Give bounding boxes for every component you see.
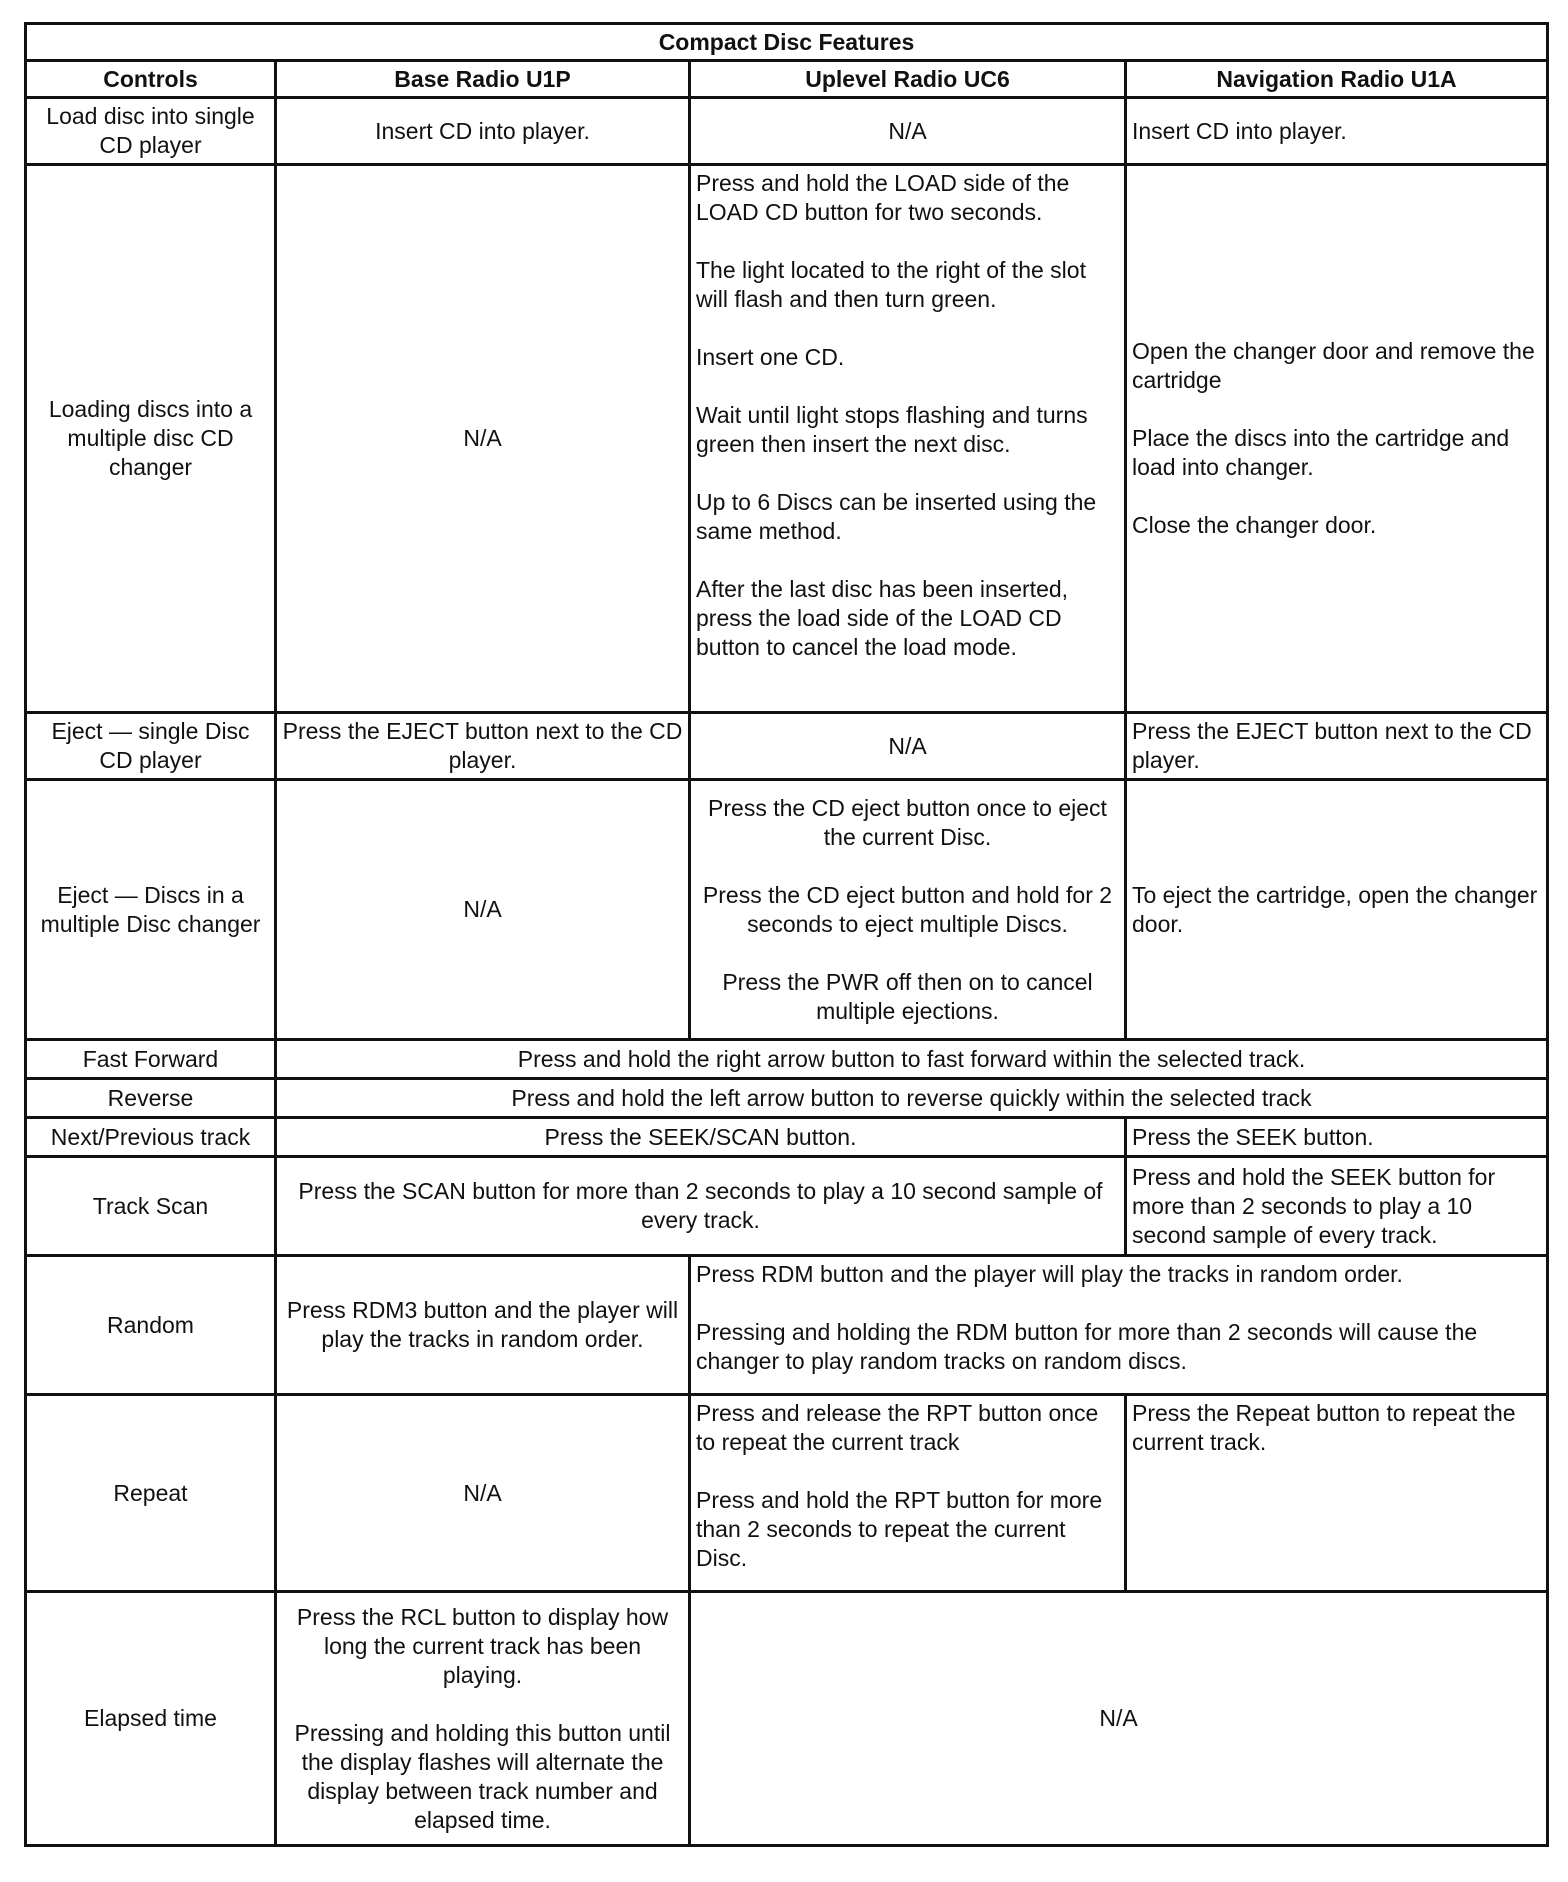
instruction-text: Up to 6 Discs can be inserted using the same method. [696, 489, 1097, 544]
instruction-text: The light located to the right of the slot will flash and then turn green. [696, 257, 1086, 312]
base-uplevel-cell: Press the SCAN button for more than 2 seconds to play a 10 second sample of every track. [276, 1157, 1126, 1256]
control-label: Eject — single Disc CD player [26, 713, 276, 780]
instruction-text: Press and hold the RPT button for more than 2 seconds to repeat the current Disc. [696, 1487, 1103, 1571]
compact-disc-features-document [24, 22, 1549, 1847]
control-label: Load disc into single CD player [26, 98, 276, 165]
control-label: Repeat [26, 1395, 276, 1592]
table-row [26, 98, 1548, 165]
base-cell: Insert CD into player. [276, 98, 690, 165]
instruction-text: Insert one CD. [696, 344, 845, 370]
control-label: Random [26, 1256, 276, 1395]
nav-cell: Press and hold the SEEK button for more than 2 seconds to play a 10 second sample of every track. [1126, 1157, 1548, 1256]
header-uplevel-radio: Uplevel Radio UC6 [690, 61, 1126, 98]
all-radios-cell: Press and hold the right arrow button to fast forward within the selected track. [276, 1040, 1548, 1079]
uplevel-nav-cell [690, 1256, 1548, 1395]
header-base-radio: Base Radio U1P [276, 61, 690, 98]
uplevel-cell: N/A [690, 713, 1126, 780]
uplevel-cell [690, 780, 1126, 1040]
instruction-text: Press and release the RPT button once to repeat the current track [696, 1400, 1099, 1455]
base-cell: N/A [276, 1395, 690, 1592]
table-row [26, 1040, 1548, 1079]
control-label: Track Scan [26, 1157, 276, 1256]
control-label: Next/Previous track [26, 1118, 276, 1157]
table-row [26, 1157, 1548, 1256]
instruction-text: Pressing and holding the RDM button for more than 2 seconds will cause the changer to play random tracks on random discs. [696, 1319, 1478, 1374]
control-label: Reverse [26, 1079, 276, 1118]
table-row [26, 1256, 1548, 1395]
table-row [26, 1118, 1548, 1157]
base-cell: Press RDM3 button and the player will play the tracks in random order. [276, 1256, 690, 1395]
control-label: Eject — Discs in a multiple Disc changer [26, 780, 276, 1040]
nav-cell: Press the SEEK button. [1126, 1118, 1548, 1157]
nav-cell: To eject the cartridge, open the changer door. [1126, 780, 1548, 1040]
nav-cell: Press the EJECT button next to the CD player. [1126, 713, 1548, 780]
table-row [26, 1395, 1548, 1592]
base-cell: Press the EJECT button next to the CD player. [276, 713, 690, 780]
nav-cell: Insert CD into player. [1126, 98, 1548, 165]
features-table [24, 22, 1549, 1847]
instruction-text: Place the discs into the cartridge and load into changer. [1132, 425, 1510, 480]
table-row [26, 1079, 1548, 1118]
table-row [26, 1592, 1548, 1846]
table-row [26, 165, 1548, 713]
instruction-text: Close the changer door. [1132, 512, 1377, 538]
base-cell [276, 1592, 690, 1846]
instruction-text: Wait until light stops flashing and turns green then insert the next disc. [696, 402, 1088, 457]
base-cell: N/A [276, 780, 690, 1040]
instruction-text: Press the CD eject button once to eject the current Disc. [708, 794, 1107, 850]
control-label: Fast Forward [26, 1040, 276, 1079]
instruction-text: Press the PWR off then on to cancel multiple ejections. [722, 968, 1093, 1024]
uplevel-cell [690, 165, 1126, 713]
header-navigation-radio: Navigation Radio U1A [1126, 61, 1548, 98]
uplevel-cell [690, 1395, 1126, 1592]
header-controls: Controls [26, 61, 276, 98]
instruction-text: Press and hold the LOAD side of the LOAD CD button for two seconds. [696, 170, 1070, 225]
instruction-text: Press the CD eject button and hold for 2 seconds to eject multiple Discs. [702, 881, 1113, 937]
instruction-text: Press RDM button and the player will play the tracks in random order. [696, 1261, 1403, 1287]
nav-cell: Press the Repeat button to repeat the current track. [1126, 1395, 1548, 1592]
all-radios-cell: Press and hold the left arrow button to reverse quickly within the selected track [276, 1079, 1548, 1118]
instruction-text: Pressing and holding this button until the display flashes will alternate the display between track number and elapsed time. [294, 1719, 671, 1833]
table-title: Compact Disc Features [26, 24, 1548, 61]
nav-cell [1126, 165, 1548, 713]
instruction-text: Press the RCL button to display how long the current track has been playing. [296, 1603, 669, 1688]
uplevel-cell: N/A [690, 98, 1126, 165]
control-label: Elapsed time [26, 1592, 276, 1846]
control-label: Loading discs into a multiple disc CD changer [26, 165, 276, 713]
instruction-text: Open the changer door and remove the cartridge [1132, 338, 1535, 393]
uplevel-nav-cell: N/A [690, 1592, 1548, 1846]
instruction-text: After the last disc has been inserted, press the load side of the LOAD CD button to cancel the load mode. [696, 576, 1069, 660]
base-cell: N/A [276, 165, 690, 713]
base-uplevel-cell: Press the SEEK/SCAN button. [276, 1118, 1126, 1157]
table-row [26, 780, 1548, 1040]
table-row [26, 713, 1548, 780]
